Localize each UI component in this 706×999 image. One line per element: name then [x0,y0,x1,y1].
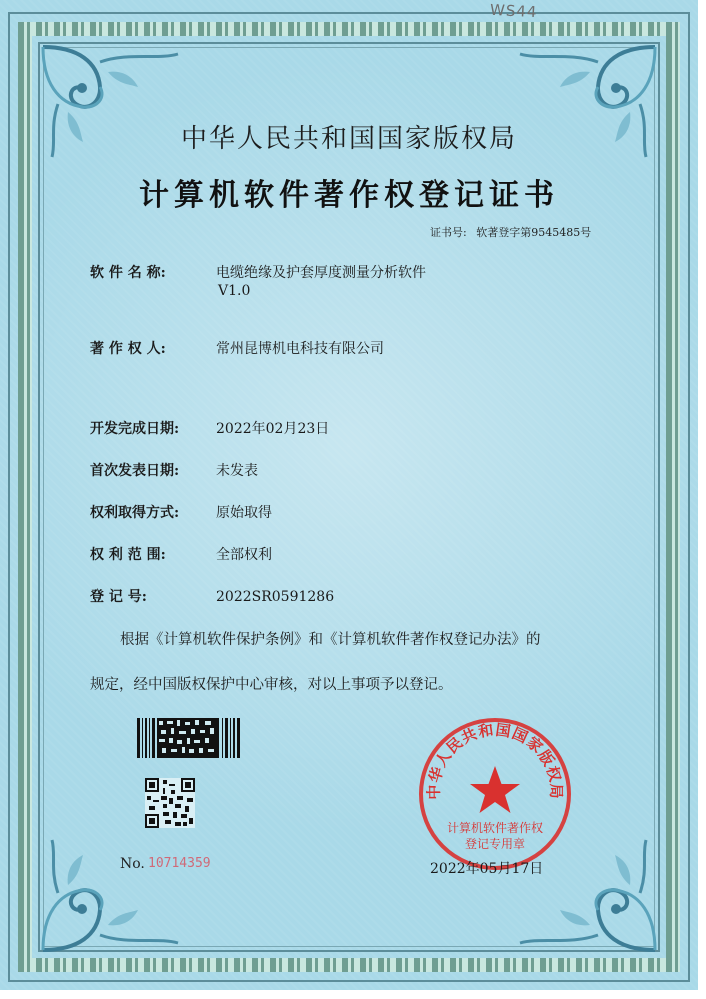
copyright-holder-label: 著 作 权 人: [90,341,166,357]
field-copyright-holder [90,338,384,358]
field-software-name [90,262,426,282]
issue-date: 2022年05月17日 [430,861,544,877]
field-acquisition-method [90,502,272,522]
seal-center-line-2: 登记专用章 [464,837,526,851]
field-completion-date [90,418,329,438]
certificate-number-label: 证书号: [430,226,467,239]
serial-number-label: No. [120,856,145,872]
qr-code-icon [145,778,195,828]
copyright-holder-value: 常州昆博机电科技有限公司 [216,341,384,357]
seal-center-line-1: 计算机软件著作权 [446,821,544,835]
registration-number-label: 登 记 号: [90,589,147,605]
certificate-number-value: 软著登字第9545485号 [476,226,592,239]
first-publication-value: 未发表 [216,463,258,479]
certificate-title: 计算机软件著作权登记证书 [139,178,559,213]
seal-ring-text: 中华人民共和国国家版权局 [424,720,566,800]
statement-line-1: 根据《计算机软件保护条例》和《计算机软件著作权登记办法》的 [120,632,541,648]
scope-label: 权 利 范 围: [90,547,166,563]
field-registration-number [90,586,334,606]
software-version: V1.0 [218,283,251,299]
scope-value: 全部权利 [216,547,272,563]
acquisition-label: 权利取得方式: [90,505,180,521]
registration-statement [90,618,635,708]
acquisition-value: 原始取得 [216,505,272,521]
certificate-number [430,224,591,240]
registration-number-value: 2022SR0591286 [216,589,335,605]
software-name-value: 电缆绝缘及护套厚度测量分析软件 [216,265,426,281]
official-seal-icon [415,714,575,874]
field-rights-scope [90,544,272,564]
field-first-publication [90,460,258,480]
corner-ornament-icon [38,835,188,955]
completion-date-label: 开发完成日期: [90,421,180,437]
barcode-icon [137,718,242,758]
handwritten-note: WS44 [489,0,538,22]
statement-line-2: 规定，经中国版权保护中心审核，对以上事项予以登记。 [90,677,453,693]
serial-number-value: 10714359 [148,856,211,871]
issuing-authority: 中华人民共和国国家版权局 [180,124,517,154]
software-name-label: 软 件 名 称: [90,265,166,281]
first-publication-label: 首次发表日期: [90,463,180,479]
completion-date-value: 2022年02月23日 [216,421,330,437]
